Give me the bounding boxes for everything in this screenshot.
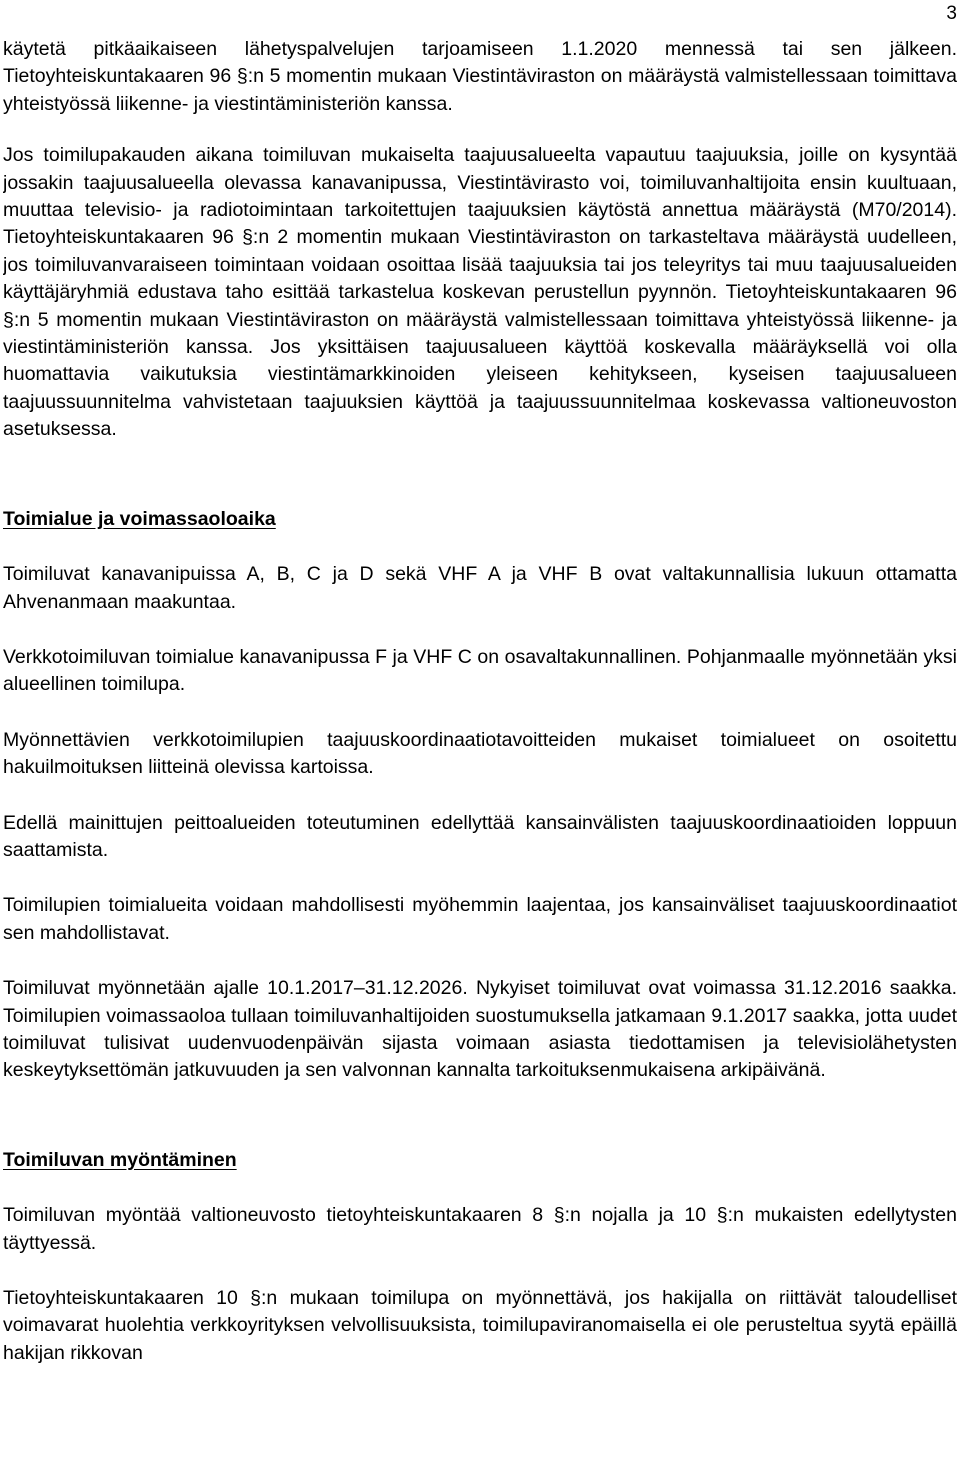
paragraph-licence-period: Toimiluvat myönnetään ajalle 10.1.2017–31.12.2026. Nykyiset toimiluvat ovat voimassa 31.12.2016 saakka. Toimilupien voimassaoloa tullaan toimiluvanhaltijoiden suostumuksella jatkamaan 9.1.2017 saakka, jotta uudet toimiluvat tulisivat uudenvuodenpäivän sijasta voimaan asiasta tiedottamisen ja televisiolähetysten keskeytyksettömän jatkuvuuden ja sen valvonnan kannalta tarkoituksenmukaisena arkipäivänä.	[3, 977, 957, 1082]
paragraph-frequency-reservation: käytetä pitkäaikaiseen lähetyspalvelujen tarjoamiseen 1.1.2020 mennessä tai sen jälkeen. Tietoyhteiskuntakaaren 96 §:n 5 momentin mukaan Viestintäviraston on määräystä valmistellessaan toimittava yhteistyössä liikenne- ja viestintäministeriön kanssa.	[3, 38, 957, 115]
document-page	[3, 0, 957, 1467]
paragraph-area-expansion: Toimilupien toimialueita voidaan mahdollisesti myöhemmin laajentaa, jos kansainväliset taajuuskoordinaatiot sen mahdollistavat.	[3, 894, 957, 944]
page-number: 3	[946, 3, 957, 24]
paragraph-granting-conditions: Tietoyhteiskuntakaaren 10 §:n mukaan toimilupa on myönnettävä, jos hakijalla on riittävät taloudelliset voimavarat huolehtia verkkoyrityksen velvollisuuksista, toimilupaviranomaisella ei ole perusteltua syytä epäillä hakijan rikkovan	[3, 1287, 957, 1364]
paragraph-national-licences: Toimiluvat kanavanipuissa A, B, C ja D sekä VHF A ja VHF B ovat valtakunnallisia lukuun ottamatta Ahvenanmaan maakuntaa.	[3, 563, 957, 613]
heading-granting-licence: Toimiluvan myöntäminen	[3, 1148, 237, 1171]
paragraph-regional-licence: Verkkotoimiluvan toimialue kanavanipussa F ja VHF C on osavaltakunnallinen. Pohjanmaalle myönnetään yksi alueellinen toimilupa.	[3, 645, 957, 696]
paragraph-coverage-condition: Edellä mainittujen peittoalueiden toteutuminen edellyttää kansainvälisten taajuuskoordinaatioiden loppuun saattamista.	[3, 811, 957, 861]
heading-area-and-validity: Toimialue ja voimassaoloaika	[3, 507, 276, 530]
paragraph-frequency-release: Jos toimilupakauden aikana toimiluvan mukaiselta taajuusalueelta vapautuu taajuuksia, joille on kysyntää jossakin taajuusalueella olevassa kanavanipussa, Viestintävirasto voi, toimiluvanhaltijoita ensin kuultuaan, muuttaa televisio- ja radiotoimintaan tarkoitettujen taajuuksien käytöstä annettua määräystä (M70/2014). Tietoyhteiskuntakaaren 96 §:n 2 momentin mukaan Viestintäviraston on tarkasteltava määräystä uudelleen, jos toimiluvanvaraiseen toimintaan voidaan osoittaa lisää taajuuksia tai jos teleyritys tai muu taajuusalueiden käyttäjäryhmiä edustava taho esittää tarkastelua koskevan perustellun pyynnön. Tietoyhteiskuntakaaren 96 §:n 5 momentin mukaan Viestintäviraston on määräystä valmistellessaan toimittava yhteistyössä liikenne- ja viestintäministeriön kanssa. Jos yksittäisen taajuusalueen käyttöä koskevalla määräyksellä voi olla huomattavia vaikutuksia viestintämarkkinoiden yleiseen kehitykseen, kyseisen taajuusalueen taajuussuunnitelma vahvistetaan taajuuksien käyttöä ja taajuussuunnitelmaa koskevassa valtioneuvoston asetuksessa.	[3, 144, 957, 441]
paragraph-coordination-maps: Myönnettävien verkkotoimilupien taajuuskoordinaatiotavoitteiden mukaiset toimialueet on osoitettu hakuilmoituksen liitteinä olevissa kartoissa.	[3, 728, 957, 779]
paragraph-granting-authority: Toimiluvan myöntää valtioneuvosto tietoyhteiskuntakaaren 8 §:n nojalla ja 10 §:n mukaisten edellytysten täyttyessä.	[3, 1204, 957, 1254]
